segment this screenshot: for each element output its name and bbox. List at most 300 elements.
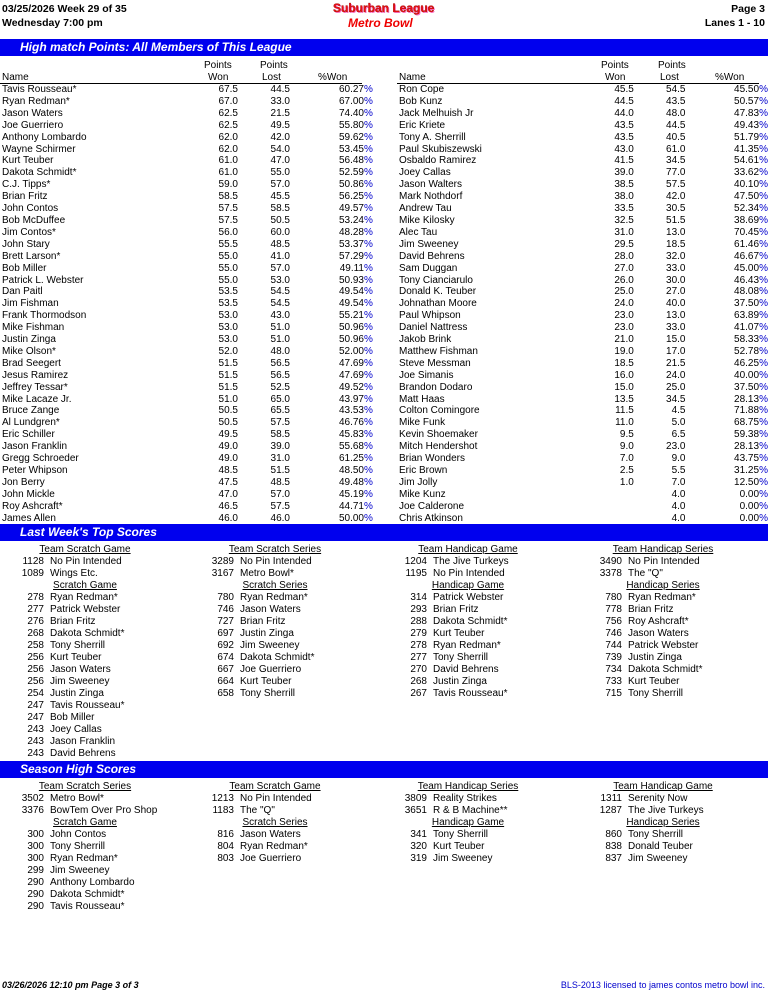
standings-row [399,275,768,287]
points-lost: 39.0 [270,441,290,453]
points-lost: 48.5 [270,238,290,250]
bowler-name: Joe Simanis [399,369,454,381]
score-row [393,829,543,841]
bowler-name: Dakota Schmidt* [50,889,125,900]
standings-row [2,239,373,251]
points-lost: 21.5 [270,107,290,119]
score-row [588,592,738,604]
pct-won: 49.52 [338,381,364,393]
score: 268 [410,676,427,687]
score-row [10,841,160,853]
score: 658 [217,688,234,699]
pct-sign: % [364,393,373,405]
score: 247 [27,712,44,723]
pct-won: 50.86 [338,179,364,191]
points-won: 51.5 [218,369,238,381]
points-lost: 57.5 [270,500,290,512]
points-lost: 4.5 [671,405,686,417]
bowler-name: Ryan Redman* [50,853,118,864]
score-row [200,793,350,805]
pct-won: 31.25 [734,465,760,476]
score: 243 [27,736,44,747]
pct-won: 59.62 [338,131,364,143]
pct-sign: % [364,334,373,346]
score-row [200,688,350,700]
score-row [200,664,350,676]
score: 756 [605,616,622,627]
score: 3490 [599,556,622,567]
standings-row [2,453,373,465]
score: 341 [410,829,427,840]
points-won: 13.5 [614,393,634,405]
bowler-name: No Pin Intended [50,556,122,567]
score: 816 [217,829,234,840]
score: 1311 [600,793,622,804]
points-won: 62.5 [218,119,238,131]
bowler-name: Tony Sherrill [240,688,296,699]
pct-won: 0.00 [739,500,760,512]
pct-won: 52.59 [338,167,364,179]
score: 3502 [21,793,44,804]
bowler-name: Patrick Webster [628,640,699,651]
bowler-name: Daniel Nattress [399,322,468,334]
points-won: 28.0 [614,250,634,262]
pct-sign: % [759,214,768,226]
points-won: 31.0 [614,226,634,238]
bowler-name: Tony Sherrill [50,640,106,651]
standings-row [399,132,768,144]
col-pct: %Won [318,72,348,83]
bowler-name: Bob Miller [50,712,95,723]
points-lost: 23.0 [666,441,686,453]
points-lost: 6.5 [671,429,686,441]
col-won-1: Points [601,60,629,71]
points-won: 43.0 [614,143,634,155]
points-lost: 42.0 [270,131,290,143]
bowler-name: Jesus Ramirez [2,369,69,381]
points-won: 49.0 [218,441,238,453]
score-row [200,616,350,628]
score: 299 [27,865,44,876]
score: 727 [217,616,234,627]
col-name: Name [399,72,426,83]
bowler-name: Roy Ashcraft* [628,616,689,627]
points-won: 51.0 [218,393,238,405]
standings-row [399,167,768,179]
score: 1287 [599,805,622,816]
standings-row [2,358,373,370]
points-won: 49.5 [218,429,238,441]
pct-sign: % [759,417,768,429]
section-heading: Team Scratch Game [39,544,131,555]
points-lost: 5.5 [671,465,686,476]
score: 733 [605,676,622,687]
score-row [393,664,543,676]
section-heading: Handicap Series [626,580,700,591]
points-won: 19.0 [614,345,634,357]
bowler-name: Ron Cope [399,84,445,95]
score: 838 [605,841,622,852]
pct-sign: % [759,310,768,322]
points-won: 61.0 [218,155,238,167]
pct-sign: % [364,465,373,476]
pct-won: 0.00 [739,488,760,500]
score-row [588,556,738,568]
points-lost: 56.5 [270,357,290,369]
points-won: 61.0 [218,167,238,179]
points-lost: 55.0 [270,167,290,179]
bowler-name: Donald Teuber [628,841,693,852]
pct-won: 61.25 [338,453,364,465]
standings-row [399,215,768,227]
score: 1183 [212,805,234,816]
score-row [10,568,160,580]
points-won: 11.5 [615,405,634,417]
points-lost: 52.5 [270,381,290,393]
standings-row [399,251,768,263]
pct-sign: % [759,453,768,465]
standings-row [399,513,768,525]
points-won [568,501,634,513]
points-won: 62.0 [218,131,238,143]
points-lost: 57.0 [270,262,290,274]
points-won: 62.0 [218,143,238,155]
score-row [10,712,160,724]
standings-row [2,370,373,382]
score-row [393,793,543,805]
bowler-name: R & B Machine** [433,805,508,816]
col-lost-2: Lost [660,72,679,83]
points-won: 67.0 [218,95,238,107]
score-row [200,805,350,817]
bowler-name: Patrick L. Webster [2,274,84,286]
footer-license: BLS-2013 licensed to james contos metro bowl inc. [560,980,765,990]
bowler-name: Alec Tau [399,226,438,238]
points-won: 32.5 [614,214,634,226]
standings-row [2,84,373,96]
score-row [10,592,160,604]
pct-won: 33.62 [734,167,760,179]
pct-sign: % [759,191,768,203]
day-time: Wednesday 7:00 pm [2,17,103,29]
bowler-name: Tavis Rousseau* [50,700,125,711]
points-won: 18.5 [614,357,634,369]
pct-sign: % [364,357,373,369]
pct-won: 48.08 [734,286,760,298]
pct-sign: % [364,453,373,465]
standings-row [2,155,373,167]
bowler-name: Jim Sweeney [240,640,300,651]
pct-won: 46.25 [734,357,760,369]
section-title: Last Week's Top Scores [20,525,157,539]
bowler-name: James Allen [2,512,56,524]
points-won [568,513,634,525]
points-lost: 4.0 [671,512,686,524]
points-lost: 51.5 [666,214,686,226]
points-lost: 57.5 [270,417,290,429]
points-lost: 56.5 [270,369,290,381]
bowler-name: Justin Zinga [240,628,294,639]
points-won: 53.0 [218,322,238,334]
score-row [393,568,543,580]
pct-sign: % [364,179,373,191]
bowler-name: Dakota Schmidt* [433,616,508,627]
points-won: 11.0 [615,417,634,429]
points-lost: 57.5 [666,179,686,191]
points-lost: 4.0 [671,488,686,500]
score-row [200,604,350,616]
standings-row [2,346,373,358]
col-won-1: Points [204,60,232,71]
bowler-name: Mike Funk [399,417,446,429]
points-lost: 51.5 [270,465,290,476]
page-number: Page 3 [731,3,765,15]
score: 692 [217,640,234,651]
pct-sign: % [759,131,768,143]
pct-won: 60.27 [338,84,364,95]
points-lost: 21.5 [666,357,686,369]
bowler-name: Jim Sweeney [50,676,110,687]
standings-row [399,477,768,489]
score-row [10,640,160,652]
standings-row [2,477,373,489]
score-row [200,853,350,865]
season-scratch-game [10,817,160,913]
pct-sign: % [759,488,768,500]
score-row [393,616,543,628]
bowler-name: Jason Waters [240,604,301,615]
pct-won: 49.11 [339,262,364,274]
bowler-name: Steve Messman [399,357,471,369]
bowler-name: Joe Guerriero [240,664,302,675]
section-heading: Team Scratch Series [38,781,132,792]
points-lost: 49.5 [270,119,290,131]
score: 739 [605,652,622,663]
pct-won: 28.13 [734,441,760,453]
standings-row [399,370,768,382]
pct-won: 38.69 [734,214,760,226]
score: 277 [27,604,44,615]
pct-won: 48.28 [338,226,364,238]
pct-sign: % [759,334,768,346]
section-heading: Team Handicap Series [417,781,519,792]
points-won: 53.0 [218,334,238,346]
bowler-name: Jason Waters [2,107,63,119]
points-lost: 9.0 [671,453,686,465]
score: 715 [605,688,622,699]
standings-row [399,120,768,132]
section-bar-high-match [0,39,768,56]
bowler-name: Dan Paitl [2,286,43,298]
points-won: 23.0 [614,322,634,334]
score-row [393,676,543,688]
standings-row [399,322,768,334]
section-bar-last-week [0,524,768,541]
standings-row [399,489,768,501]
points-won: 1.0 [619,476,634,488]
score: 746 [605,628,622,639]
col-lost-2: Lost [262,72,281,83]
score: 746 [217,604,234,615]
points-lost: 7.0 [671,476,686,488]
pct-sign: % [364,214,373,226]
pct-won: 49.57 [338,203,364,215]
bowler-name: No Pin Intended [240,793,312,804]
pct-sign: % [759,465,768,476]
pct-sign: % [364,143,373,155]
pct-won: 50.93 [338,274,364,286]
standings-row [2,513,373,525]
pct-won: 70.45 [734,226,760,238]
last-week-scratch-series [200,580,350,700]
section-heading: Team Scratch Series [228,544,322,555]
pct-sign: % [364,131,373,143]
score-row [588,793,738,805]
bowler-name: Jakob Brink [399,334,452,346]
points-won: 33.5 [614,203,634,215]
standings-row [399,155,768,167]
bowler-name: Ryan Redman* [433,640,501,651]
points-won: 16.0 [614,369,634,381]
bowler-name: Frank Thormodson [2,310,87,322]
pct-sign: % [759,345,768,357]
section-heading: Team Handicap Game [613,781,713,792]
points-won: 53.5 [218,298,238,310]
score-row [10,877,160,889]
bowler-name: Dakota Schmidt* [50,628,125,639]
bowler-name: Tony Sherrill [50,841,106,852]
section-title: Season High Scores [20,762,137,776]
points-lost: 57.0 [270,179,290,191]
bowler-name: Mike Kilosky [399,214,455,226]
score: 804 [217,841,234,852]
bowler-name: Justin Zinga [50,688,104,699]
points-lost: 61.0 [666,143,686,155]
points-lost: 48.5 [270,476,290,488]
standings-row [399,298,768,310]
bowler-name: Joey Callas [50,724,102,735]
pct-won: 47.69 [338,357,364,369]
standings-row [399,334,768,346]
score: 780 [217,592,234,603]
score: 3651 [404,805,427,816]
bowler-name: Sam Duggan [399,262,458,274]
standings-row [399,453,768,465]
points-won: 57.5 [218,203,238,215]
bowler-name: No Pin Intended [433,568,505,579]
points-won: 55.0 [218,250,238,262]
pct-won: 44.71 [338,500,364,512]
pct-sign: % [759,262,768,274]
standings-row [2,144,373,156]
section-bar-season [0,761,768,778]
last-week-handicap-series [588,580,738,700]
pct-won: 50.57 [734,95,760,107]
score: 258 [27,640,44,651]
bowler-name: Metro Bowl* [50,793,104,804]
points-won: 53.5 [218,286,238,298]
pct-won: 67.00 [338,95,364,107]
bowler-name: Tavis Rousseau* [433,688,508,699]
points-lost: 43.5 [666,95,686,107]
standings-row [2,96,373,108]
standings-row [2,417,373,429]
points-lost: 47.0 [270,155,290,167]
pct-won: 45.00 [734,262,760,274]
bowler-name: The "Q" [628,568,663,579]
standings-row [399,465,768,477]
pct-won: 61.46 [734,238,760,250]
standings-row [399,346,768,358]
score: 744 [605,640,622,651]
score: 780 [605,592,622,603]
score: 247 [27,700,44,711]
pct-won: 52.78 [734,345,760,357]
pct-sign: % [759,476,768,488]
points-lost: 34.5 [666,155,686,167]
bowler-name: Anthony Lombardo [2,131,87,143]
standings-row [399,382,768,394]
pct-won: 68.75 [734,417,760,429]
score-row [10,700,160,712]
points-won: 21.0 [614,334,634,346]
score: 314 [410,592,427,603]
pct-sign: % [759,500,768,512]
points-won: 57.5 [218,214,238,226]
score-row [10,604,160,616]
pct-won: 58.33 [734,334,760,346]
points-lost: 45.5 [270,191,290,203]
points-lost: 40.5 [666,131,686,143]
score: 278 [410,640,427,651]
pct-won: 46.67 [734,250,760,262]
bowler-name: Wings Etc. [50,568,98,579]
score-row [10,829,160,841]
last-week-team-handicap-game [393,544,543,580]
bowler-name: Eric Kriete [399,119,446,131]
score-row [200,556,350,568]
pct-sign: % [364,405,373,417]
col-name: Name [2,72,29,83]
score-row [200,829,350,841]
points-won: 51.5 [218,381,238,393]
bowler-name: Andrew Tau [399,203,452,215]
pct-won: 50.00 [338,512,364,524]
score: 279 [410,628,427,639]
pct-sign: % [759,119,768,131]
pct-won: 54.61 [734,155,760,167]
pct-won: 46.43 [734,274,760,286]
points-lost: 15.0 [666,334,686,346]
pct-won: 49.54 [338,286,364,298]
points-won: 47.5 [218,476,238,488]
pct-sign: % [759,357,768,369]
score: 319 [410,853,427,864]
standings-row [399,191,768,203]
standings-row [399,286,768,298]
bowler-name: John Contos [50,829,107,840]
pct-sign: % [364,167,373,179]
pct-sign: % [364,155,373,167]
pct-won: 28.13 [734,393,760,405]
points-won: 51.5 [218,357,238,369]
standings-row [399,227,768,239]
bowler-name: Chris Atkinson [399,512,463,524]
pct-won: 47.50 [734,191,760,203]
section-heading: Handicap Game [431,817,505,828]
points-won: 53.0 [218,310,238,322]
bowler-name: Colton Comingore [399,405,480,417]
